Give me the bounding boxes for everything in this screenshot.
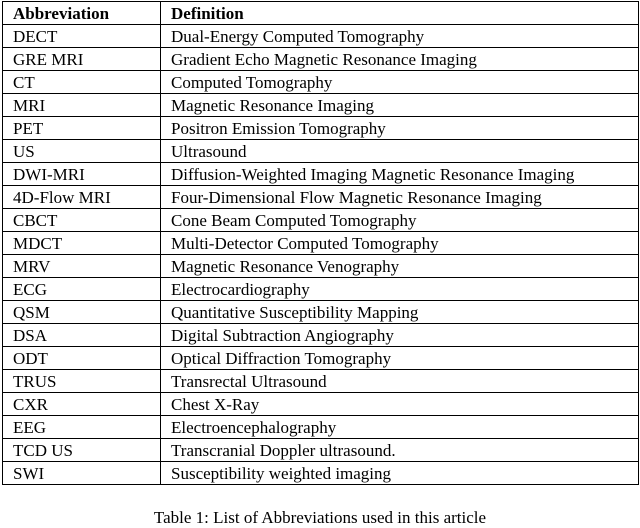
abbreviation-cell: CXR [3, 393, 161, 416]
definition-cell: Electroencephalography [161, 416, 639, 439]
table-row [3, 301, 639, 324]
abbreviation-cell: US [3, 140, 161, 163]
abbreviation-cell: CBCT [3, 209, 161, 232]
table-row [3, 140, 639, 163]
abbreviation-cell: PET [3, 117, 161, 140]
table-row [3, 462, 639, 485]
table-row [3, 94, 639, 117]
definition-cell: Chest X-Ray [161, 393, 639, 416]
table-row [3, 232, 639, 255]
abbreviation-cell: GRE MRI [3, 48, 161, 71]
abbreviation-cell: ECG [3, 278, 161, 301]
abbreviation-cell: TRUS [3, 370, 161, 393]
definition-cell: Transrectal Ultrasound [161, 370, 639, 393]
abbreviation-cell: 4D-Flow MRI [3, 186, 161, 209]
table-row [3, 370, 639, 393]
table-row [3, 71, 639, 94]
abbreviation-cell: SWI [3, 462, 161, 485]
abbreviation-cell: DWI-MRI [3, 163, 161, 186]
abbreviation-cell: TCD US [3, 439, 161, 462]
definition-cell: Multi-Detector Computed Tomography [161, 232, 639, 255]
abbreviation-cell: DECT [3, 25, 161, 48]
definition-cell: Cone Beam Computed Tomography [161, 209, 639, 232]
abbreviation-cell: MDCT [3, 232, 161, 255]
table-body [3, 25, 639, 485]
definition-cell: Digital Subtraction Angiography [161, 324, 639, 347]
table-row [3, 186, 639, 209]
definition-cell: Positron Emission Tomography [161, 117, 639, 140]
abbreviation-cell: DSA [3, 324, 161, 347]
abbreviation-cell: EEG [3, 416, 161, 439]
definition-cell: Transcranial Doppler ultrasound. [161, 439, 639, 462]
table-caption: Table 1: List of Abbreviations used in this article [153, 508, 487, 527]
definition-cell: Ultrasound [161, 140, 639, 163]
definition-cell: Dual-Energy Computed Tomography [161, 25, 639, 48]
definition-cell: Diffusion-Weighted Imaging Magnetic Resonance Imaging [161, 163, 639, 186]
column-header-definition: Definition [161, 2, 639, 25]
definition-cell: Optical Diffraction Tomography [161, 347, 639, 370]
abbreviation-cell: QSM [3, 301, 161, 324]
table-row [3, 25, 639, 48]
abbreviation-cell: ODT [3, 347, 161, 370]
abbreviation-cell: CT [3, 71, 161, 94]
definition-cell: Computed Tomography [161, 71, 639, 94]
table-row [3, 324, 639, 347]
column-header-abbreviation: Abbreviation [3, 2, 161, 25]
definition-cell: Susceptibility weighted imaging [161, 462, 639, 485]
definition-cell: Quantitative Susceptibility Mapping [161, 301, 639, 324]
definition-cell: Four-Dimensional Flow Magnetic Resonance Imaging [161, 186, 639, 209]
table-row [3, 439, 639, 462]
table-row [3, 255, 639, 278]
table-row [3, 416, 639, 439]
table-row [3, 393, 639, 416]
definition-cell: Magnetic Resonance Imaging [161, 94, 639, 117]
table-row [3, 163, 639, 186]
definition-cell: Gradient Echo Magnetic Resonance Imaging [161, 48, 639, 71]
abbreviation-cell: MRI [3, 94, 161, 117]
table-row [3, 209, 639, 232]
definition-cell: Electrocardiography [161, 278, 639, 301]
table-row [3, 347, 639, 370]
table-row [3, 117, 639, 140]
table-row [3, 278, 639, 301]
table-header-row [3, 2, 639, 25]
abbreviations-table [2, 1, 639, 485]
table-row [3, 48, 639, 71]
definition-cell: Magnetic Resonance Venography [161, 255, 639, 278]
abbreviation-cell: MRV [3, 255, 161, 278]
